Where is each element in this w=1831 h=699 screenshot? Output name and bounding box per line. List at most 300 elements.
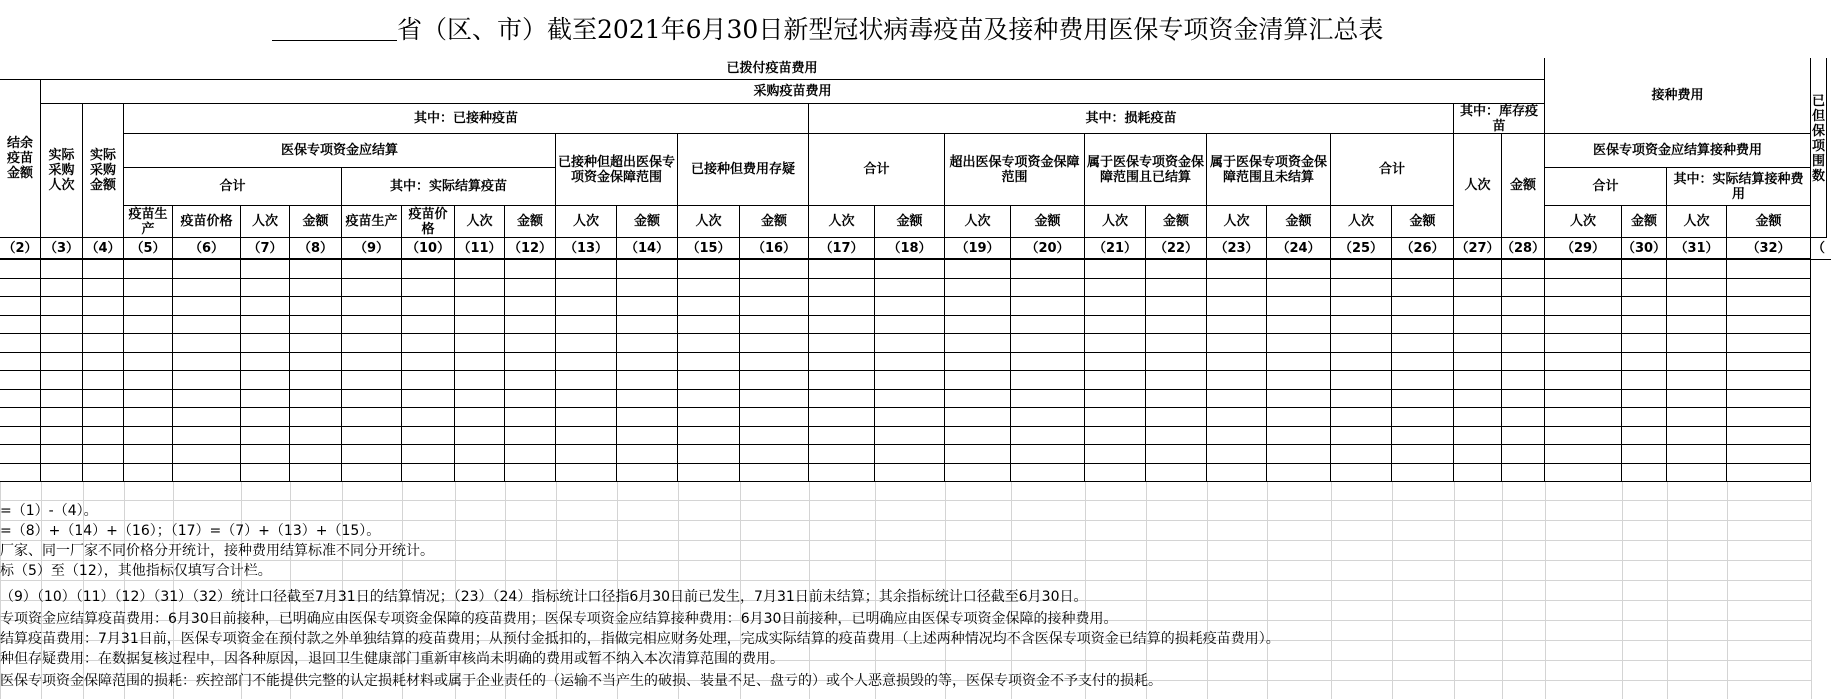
table-cell[interactable] <box>342 353 402 372</box>
table-cell[interactable] <box>241 334 290 353</box>
table-cell[interactable] <box>1331 427 1392 446</box>
table-cell[interactable] <box>124 408 173 427</box>
table-cell[interactable] <box>875 371 945 390</box>
table-cell[interactable] <box>0 427 41 446</box>
table-cell[interactable] <box>455 279 505 298</box>
table-cell[interactable] <box>342 260 402 279</box>
table-cell[interactable] <box>1502 445 1545 464</box>
table-cell[interactable] <box>124 334 173 353</box>
table-cell[interactable] <box>678 445 740 464</box>
table-cell[interactable] <box>1545 390 1622 409</box>
table-cell[interactable] <box>945 353 1011 372</box>
table-cell[interactable] <box>1392 371 1454 390</box>
table-cell[interactable] <box>505 408 556 427</box>
table-cell[interactable] <box>556 297 617 316</box>
table-cell[interactable] <box>241 427 290 446</box>
table-cell[interactable] <box>1267 334 1331 353</box>
table-cell[interactable] <box>0 260 41 279</box>
table-cell[interactable] <box>1667 260 1727 279</box>
table-cell[interactable] <box>505 260 556 279</box>
table-cell[interactable] <box>556 390 617 409</box>
table-cell[interactable] <box>556 445 617 464</box>
table-cell[interactable] <box>402 464 455 483</box>
table-cell[interactable] <box>1011 464 1085 483</box>
table-cell[interactable] <box>1392 334 1454 353</box>
table-cell[interactable] <box>809 464 875 483</box>
table-cell[interactable] <box>0 334 41 353</box>
table-cell[interactable] <box>0 316 41 335</box>
table-cell[interactable] <box>1545 371 1622 390</box>
table-cell[interactable] <box>505 427 556 446</box>
table-cell[interactable] <box>41 371 83 390</box>
table-cell[interactable] <box>455 408 505 427</box>
table-cell[interactable] <box>1207 334 1267 353</box>
table-cell[interactable] <box>83 445 124 464</box>
table-cell[interactable] <box>617 316 678 335</box>
table-cell[interactable] <box>0 464 41 483</box>
table-cell[interactable] <box>173 408 241 427</box>
table-cell[interactable] <box>1085 279 1146 298</box>
table-cell[interactable] <box>241 390 290 409</box>
table-cell[interactable] <box>1727 390 1811 409</box>
table-cell[interactable] <box>1667 316 1727 335</box>
table-cell[interactable] <box>740 334 809 353</box>
table-cell[interactable] <box>1267 353 1331 372</box>
table-cell[interactable] <box>1011 371 1085 390</box>
table-cell[interactable] <box>1454 445 1502 464</box>
table-cell[interactable] <box>241 316 290 335</box>
table-cell[interactable] <box>0 353 41 372</box>
table-cell[interactable] <box>1207 297 1267 316</box>
table-cell[interactable] <box>740 297 809 316</box>
table-cell[interactable] <box>455 260 505 279</box>
table-cell[interactable] <box>678 297 740 316</box>
table-cell[interactable] <box>556 353 617 372</box>
table-cell[interactable] <box>740 279 809 298</box>
table-cell[interactable] <box>1667 390 1727 409</box>
table-cell[interactable] <box>945 297 1011 316</box>
table-cell[interactable] <box>1502 279 1545 298</box>
table-cell[interactable] <box>556 371 617 390</box>
table-cell[interactable] <box>1085 371 1146 390</box>
table-cell[interactable] <box>124 464 173 483</box>
table-cell[interactable] <box>1392 390 1454 409</box>
table-cell[interactable] <box>1267 408 1331 427</box>
table-cell[interactable] <box>1146 297 1207 316</box>
table-cell[interactable] <box>1502 316 1545 335</box>
table-cell[interactable] <box>1085 353 1146 372</box>
table-cell[interactable] <box>1454 353 1502 372</box>
table-cell[interactable] <box>342 371 402 390</box>
table-cell[interactable] <box>617 297 678 316</box>
table-cell[interactable] <box>1502 408 1545 427</box>
table-cell[interactable] <box>1545 260 1622 279</box>
table-cell[interactable] <box>1085 464 1146 483</box>
table-cell[interactable] <box>945 279 1011 298</box>
table-cell[interactable] <box>678 334 740 353</box>
table-cell[interactable] <box>1392 464 1454 483</box>
table-cell[interactable] <box>1502 427 1545 446</box>
table-cell[interactable] <box>617 279 678 298</box>
table-cell[interactable] <box>617 390 678 409</box>
table-cell[interactable] <box>1207 316 1267 335</box>
table-cell[interactable] <box>1392 408 1454 427</box>
table-cell[interactable] <box>83 427 124 446</box>
table-cell[interactable] <box>83 408 124 427</box>
table-cell[interactable] <box>342 427 402 446</box>
table-cell[interactable] <box>1454 279 1502 298</box>
table-cell[interactable] <box>740 353 809 372</box>
table-cell[interactable] <box>1622 464 1667 483</box>
table-cell[interactable] <box>241 353 290 372</box>
table-cell[interactable] <box>455 445 505 464</box>
table-cell[interactable] <box>124 316 173 335</box>
table-cell[interactable] <box>1207 279 1267 298</box>
table-cell[interactable] <box>1622 297 1667 316</box>
table-cell[interactable] <box>740 408 809 427</box>
table-cell[interactable] <box>1667 334 1727 353</box>
table-cell[interactable] <box>1207 260 1267 279</box>
table-cell[interactable] <box>809 334 875 353</box>
table-cell[interactable] <box>1331 464 1392 483</box>
table-cell[interactable] <box>1454 464 1502 483</box>
table-cell[interactable] <box>740 260 809 279</box>
table-cell[interactable] <box>505 464 556 483</box>
table-cell[interactable] <box>1727 297 1811 316</box>
table-cell[interactable] <box>1085 297 1146 316</box>
table-cell[interactable] <box>740 371 809 390</box>
table-cell[interactable] <box>1146 279 1207 298</box>
table-cell[interactable] <box>1146 408 1207 427</box>
table-cell[interactable] <box>1727 334 1811 353</box>
table-cell[interactable] <box>342 316 402 335</box>
table-cell[interactable] <box>945 371 1011 390</box>
table-cell[interactable] <box>1454 316 1502 335</box>
table-cell[interactable] <box>290 408 342 427</box>
table-cell[interactable] <box>875 316 945 335</box>
table-cell[interactable] <box>173 316 241 335</box>
table-cell[interactable] <box>455 334 505 353</box>
table-cell[interactable] <box>173 334 241 353</box>
table-cell[interactable] <box>1392 260 1454 279</box>
table-cell[interactable] <box>124 390 173 409</box>
table-cell[interactable] <box>241 297 290 316</box>
table-cell[interactable] <box>556 408 617 427</box>
table-cell[interactable] <box>740 316 809 335</box>
table-cell[interactable] <box>1727 279 1811 298</box>
table-cell[interactable] <box>1011 297 1085 316</box>
table-cell[interactable] <box>1622 260 1667 279</box>
table-cell[interactable] <box>1727 353 1811 372</box>
table-cell[interactable] <box>402 279 455 298</box>
table-cell[interactable] <box>241 279 290 298</box>
table-cell[interactable] <box>1545 316 1622 335</box>
table-cell[interactable] <box>402 445 455 464</box>
table-cell[interactable] <box>875 279 945 298</box>
table-cell[interactable] <box>342 408 402 427</box>
table-cell[interactable] <box>1331 353 1392 372</box>
table-cell[interactable] <box>1454 334 1502 353</box>
table-cell[interactable] <box>809 427 875 446</box>
table-cell[interactable] <box>402 408 455 427</box>
table-cell[interactable] <box>809 371 875 390</box>
table-cell[interactable] <box>1011 390 1085 409</box>
table-cell[interactable] <box>83 297 124 316</box>
table-cell[interactable] <box>1331 445 1392 464</box>
table-cell[interactable] <box>1667 371 1727 390</box>
table-cell[interactable] <box>241 445 290 464</box>
table-cell[interactable] <box>505 279 556 298</box>
table-cell[interactable] <box>1146 353 1207 372</box>
table-cell[interactable] <box>1267 279 1331 298</box>
table-cell[interactable] <box>1011 353 1085 372</box>
table-cell[interactable] <box>505 445 556 464</box>
table-cell[interactable] <box>1331 334 1392 353</box>
table-cell[interactable] <box>1545 334 1622 353</box>
table-cell[interactable] <box>1146 390 1207 409</box>
table-cell[interactable] <box>1727 371 1811 390</box>
table-cell[interactable] <box>678 427 740 446</box>
table-cell[interactable] <box>678 390 740 409</box>
table-cell[interactable] <box>556 464 617 483</box>
table-cell[interactable] <box>1085 445 1146 464</box>
table-cell[interactable] <box>556 260 617 279</box>
table-cell[interactable] <box>505 297 556 316</box>
table-cell[interactable] <box>173 371 241 390</box>
table-cell[interactable] <box>1545 408 1622 427</box>
table-cell[interactable] <box>1727 445 1811 464</box>
table-cell[interactable] <box>41 464 83 483</box>
table-cell[interactable] <box>617 464 678 483</box>
table-cell[interactable] <box>41 279 83 298</box>
table-cell[interactable] <box>617 408 678 427</box>
table-cell[interactable] <box>1622 353 1667 372</box>
table-cell[interactable] <box>1545 427 1622 446</box>
table-cell[interactable] <box>1502 297 1545 316</box>
table-cell[interactable] <box>678 279 740 298</box>
table-cell[interactable] <box>1545 464 1622 483</box>
table-cell[interactable] <box>505 353 556 372</box>
table-cell[interactable] <box>1085 427 1146 446</box>
table-cell[interactable] <box>290 445 342 464</box>
table-cell[interactable] <box>1331 390 1392 409</box>
table-cell[interactable] <box>455 427 505 446</box>
table-cell[interactable] <box>455 371 505 390</box>
table-cell[interactable] <box>1146 427 1207 446</box>
table-cell[interactable] <box>241 464 290 483</box>
table-cell[interactable] <box>505 390 556 409</box>
table-cell[interactable] <box>1454 260 1502 279</box>
table-cell[interactable] <box>1667 427 1727 446</box>
table-cell[interactable] <box>83 260 124 279</box>
table-cell[interactable] <box>173 390 241 409</box>
table-cell[interactable] <box>1085 316 1146 335</box>
table-cell[interactable] <box>1622 316 1667 335</box>
table-cell[interactable] <box>41 353 83 372</box>
table-cell[interactable] <box>124 279 173 298</box>
table-cell[interactable] <box>875 445 945 464</box>
table-cell[interactable] <box>241 371 290 390</box>
table-cell[interactable] <box>173 279 241 298</box>
table-cell[interactable] <box>1727 408 1811 427</box>
table-cell[interactable] <box>875 408 945 427</box>
table-cell[interactable] <box>1146 260 1207 279</box>
table-cell[interactable] <box>402 334 455 353</box>
table-cell[interactable] <box>290 464 342 483</box>
table-cell[interactable] <box>678 408 740 427</box>
table-cell[interactable] <box>455 353 505 372</box>
table-cell[interactable] <box>945 334 1011 353</box>
table-cell[interactable] <box>402 371 455 390</box>
table-cell[interactable] <box>875 353 945 372</box>
table-cell[interactable] <box>945 260 1011 279</box>
table-cell[interactable] <box>83 371 124 390</box>
table-cell[interactable] <box>290 279 342 298</box>
table-cell[interactable] <box>740 390 809 409</box>
table-cell[interactable] <box>1267 297 1331 316</box>
table-cell[interactable] <box>0 279 41 298</box>
table-cell[interactable] <box>342 279 402 298</box>
table-cell[interactable] <box>740 464 809 483</box>
table-cell[interactable] <box>1392 427 1454 446</box>
table-cell[interactable] <box>1392 297 1454 316</box>
table-cell[interactable] <box>41 427 83 446</box>
table-cell[interactable] <box>1454 408 1502 427</box>
table-cell[interactable] <box>83 334 124 353</box>
table-cell[interactable] <box>1392 353 1454 372</box>
table-cell[interactable] <box>678 316 740 335</box>
table-cell[interactable] <box>875 297 945 316</box>
table-cell[interactable] <box>402 316 455 335</box>
table-cell[interactable] <box>124 297 173 316</box>
table-cell[interactable] <box>41 408 83 427</box>
table-cell[interactable] <box>945 427 1011 446</box>
table-cell[interactable] <box>1667 445 1727 464</box>
table-cell[interactable] <box>124 260 173 279</box>
table-cell[interactable] <box>0 390 41 409</box>
table-cell[interactable] <box>455 390 505 409</box>
table-cell[interactable] <box>809 297 875 316</box>
table-cell[interactable] <box>83 390 124 409</box>
table-cell[interactable] <box>1392 316 1454 335</box>
table-cell[interactable] <box>1331 316 1392 335</box>
table-cell[interactable] <box>173 427 241 446</box>
table-cell[interactable] <box>809 316 875 335</box>
table-cell[interactable] <box>1207 427 1267 446</box>
table-cell[interactable] <box>1011 427 1085 446</box>
table-cell[interactable] <box>1011 334 1085 353</box>
table-cell[interactable] <box>1502 371 1545 390</box>
table-cell[interactable] <box>1667 297 1727 316</box>
table-cell[interactable] <box>1622 445 1667 464</box>
table-cell[interactable] <box>1146 464 1207 483</box>
table-cell[interactable] <box>1331 297 1392 316</box>
table-cell[interactable] <box>875 427 945 446</box>
table-cell[interactable] <box>556 316 617 335</box>
table-cell[interactable] <box>1454 297 1502 316</box>
table-cell[interactable] <box>556 427 617 446</box>
table-cell[interactable] <box>556 334 617 353</box>
table-cell[interactable] <box>1331 279 1392 298</box>
table-cell[interactable] <box>678 353 740 372</box>
table-cell[interactable] <box>1392 279 1454 298</box>
table-cell[interactable] <box>945 445 1011 464</box>
table-cell[interactable] <box>402 297 455 316</box>
table-cell[interactable] <box>1146 445 1207 464</box>
table-cell[interactable] <box>1667 279 1727 298</box>
table-cell[interactable] <box>809 445 875 464</box>
table-cell[interactable] <box>1392 445 1454 464</box>
table-cell[interactable] <box>0 445 41 464</box>
table-cell[interactable] <box>1667 464 1727 483</box>
table-cell[interactable] <box>1727 316 1811 335</box>
table-cell[interactable] <box>1331 260 1392 279</box>
table-cell[interactable] <box>0 408 41 427</box>
table-cell[interactable] <box>1011 408 1085 427</box>
table-cell[interactable] <box>1207 408 1267 427</box>
table-cell[interactable] <box>124 353 173 372</box>
table-cell[interactable] <box>1622 279 1667 298</box>
table-cell[interactable] <box>1502 260 1545 279</box>
table-cell[interactable] <box>290 371 342 390</box>
table-cell[interactable] <box>617 260 678 279</box>
table-cell[interactable] <box>617 427 678 446</box>
table-cell[interactable] <box>1545 297 1622 316</box>
table-cell[interactable] <box>173 297 241 316</box>
table-cell[interactable] <box>556 279 617 298</box>
table-cell[interactable] <box>342 445 402 464</box>
table-cell[interactable] <box>1267 371 1331 390</box>
table-cell[interactable] <box>809 390 875 409</box>
table-cell[interactable] <box>0 297 41 316</box>
table-cell[interactable] <box>1502 353 1545 372</box>
table-cell[interactable] <box>173 464 241 483</box>
table-cell[interactable] <box>83 353 124 372</box>
table-cell[interactable] <box>342 334 402 353</box>
table-cell[interactable] <box>617 371 678 390</box>
table-cell[interactable] <box>1011 316 1085 335</box>
table-cell[interactable] <box>455 297 505 316</box>
table-cell[interactable] <box>124 427 173 446</box>
table-cell[interactable] <box>455 464 505 483</box>
table-cell[interactable] <box>1502 464 1545 483</box>
table-cell[interactable] <box>1207 464 1267 483</box>
table-cell[interactable] <box>1146 316 1207 335</box>
table-cell[interactable] <box>1727 260 1811 279</box>
table-cell[interactable] <box>678 464 740 483</box>
table-cell[interactable] <box>173 353 241 372</box>
table-cell[interactable] <box>1085 390 1146 409</box>
table-cell[interactable] <box>875 464 945 483</box>
table-cell[interactable] <box>1622 390 1667 409</box>
table-cell[interactable] <box>1267 464 1331 483</box>
table-cell[interactable] <box>1207 445 1267 464</box>
table-cell[interactable] <box>1207 371 1267 390</box>
table-cell[interactable] <box>617 334 678 353</box>
table-cell[interactable] <box>241 260 290 279</box>
table-cell[interactable] <box>1011 260 1085 279</box>
table-cell[interactable] <box>1622 427 1667 446</box>
table-cell[interactable] <box>402 390 455 409</box>
table-cell[interactable] <box>1727 427 1811 446</box>
table-cell[interactable] <box>124 445 173 464</box>
table-cell[interactable] <box>809 408 875 427</box>
table-cell[interactable] <box>290 316 342 335</box>
table-cell[interactable] <box>0 371 41 390</box>
table-cell[interactable] <box>241 408 290 427</box>
table-cell[interactable] <box>1454 390 1502 409</box>
table-cell[interactable] <box>1454 371 1502 390</box>
